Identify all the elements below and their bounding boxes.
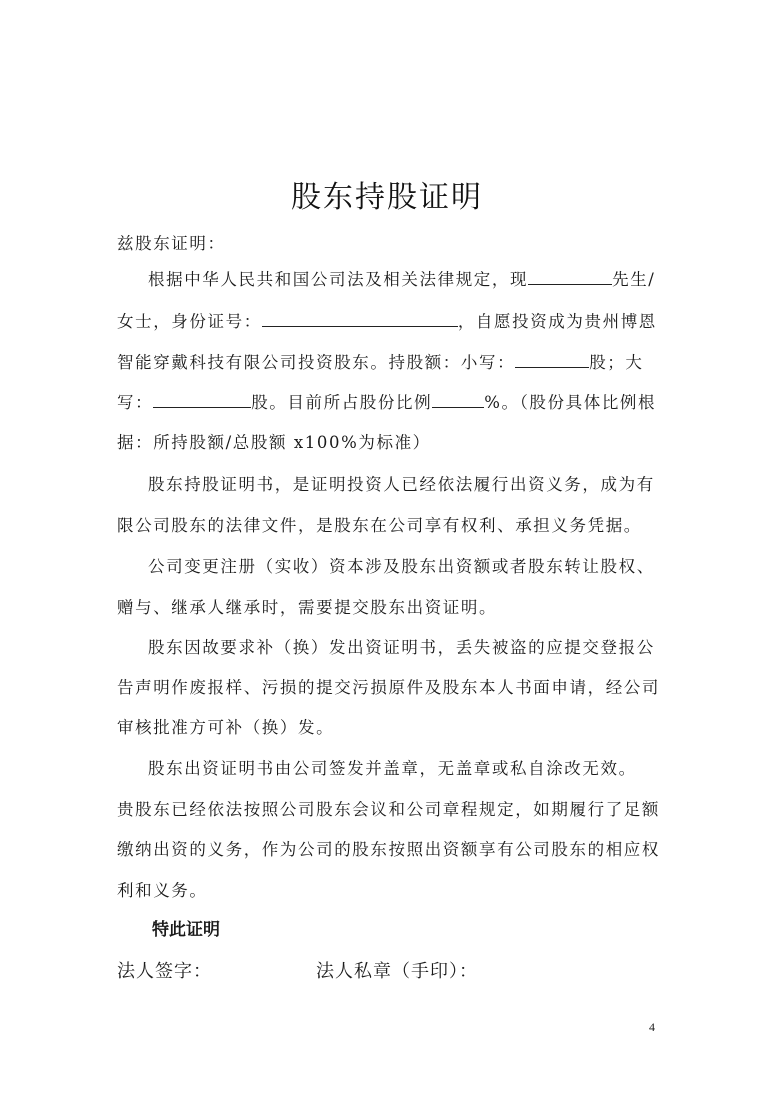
percentage-blank — [432, 391, 484, 408]
name-blank — [528, 268, 612, 285]
page-number: 4 — [649, 1020, 655, 1034]
p1-text: 写： — [117, 393, 154, 412]
p3-line2: 赠与、继承人继承时，需要提交股东出资证明。 — [117, 598, 498, 617]
p1-line1 — [148, 266, 655, 290]
p1-text: 股；大 — [589, 353, 644, 372]
p1-line4 — [117, 389, 656, 413]
p1-line5: 据：所持股额/总股额 x100%为标准） — [117, 433, 431, 452]
p1-text: 股。目前所占股份比例 — [251, 393, 433, 412]
p1-text: %。（股份具体比例根 — [484, 393, 657, 412]
legal-rep-seal-label: 法人私章（手印）： — [316, 961, 478, 982]
document-title: 股东持股证明 — [291, 180, 483, 215]
p1-line2 — [117, 308, 657, 332]
p1-text: 女士，身份证号： — [117, 312, 262, 331]
special-certification: 特此证明 — [152, 920, 220, 940]
intro-line: 兹股东证明： — [117, 234, 226, 253]
id-number-blank — [262, 310, 458, 327]
p3-line1: 公司变更注册（实收）资本涉及股东出资额或者股东转让股权、 — [148, 557, 655, 576]
p4-line2: 告声明作废报样、污损的提交污损原件及股东本人书面申请，经公司 — [117, 678, 660, 697]
p6-line1: 贵股东已经依法按照公司股东会议和公司章程规定，如期履行了足额 — [117, 800, 660, 819]
p1-text: 先生/ — [612, 270, 656, 289]
p4-line1: 股东因故要求补（换）发出资证明书，丢失被盗的应提交登报公 — [148, 638, 655, 657]
shares-lowercase-blank — [515, 351, 589, 368]
shares-uppercase-blank — [153, 391, 251, 408]
p6-line2: 缴纳出资的义务，作为公司的股东按照出资额享有公司股东的相应权 — [117, 840, 660, 859]
p1-text: ，自愿投资成为贵州博恩 — [457, 312, 657, 331]
legal-rep-signature-label: 法人签字： — [117, 961, 212, 982]
p2-line2: 限公司股东的法律文件，是股东在公司享有权利、承担义务凭据。 — [117, 516, 642, 535]
p1-line3 — [117, 349, 644, 373]
p6-line3: 利和义务。 — [117, 881, 208, 900]
p2-line1: 股东持股证明书，是证明投资人已经依法履行出资义务，成为有 — [148, 475, 655, 494]
p1-text: 根据中华人民共和国公司法及相关法律规定，现 — [148, 270, 529, 289]
p1-text: 智能穿戴科技有限公司投资股东。持股额：小写： — [117, 353, 516, 372]
p4-line3: 审核批准方可补（换）发。 — [117, 718, 335, 737]
p5-line1: 股东出资证明书由公司签发并盖章，无盖章或私自涂改无效。 — [148, 759, 637, 778]
